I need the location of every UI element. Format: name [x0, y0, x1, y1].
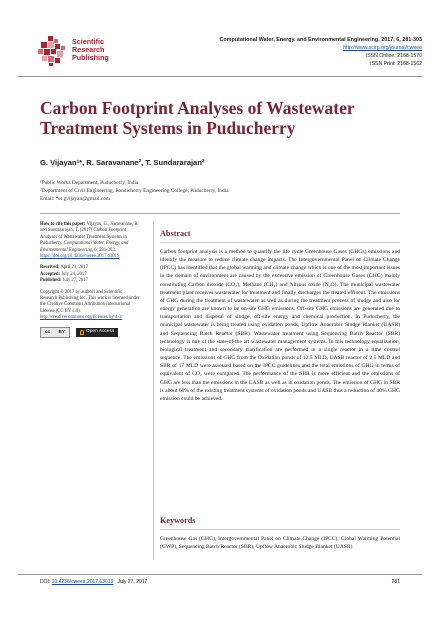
- column-divider: [153, 222, 154, 560]
- affiliation-divider: [40, 213, 400, 214]
- publisher-line: Publishing: [72, 53, 109, 63]
- footer-divider: [18, 574, 422, 575]
- issn-online: ISSN Online: 2168-1570: [365, 53, 422, 59]
- article-sidebar: [40, 222, 140, 338]
- cite-text: Vijayan, G., Saravanane, R. and Sundararajan, T. (2017) Carbon Footprint Analyses of Wastewater Treatment Systems in Puducherry.: [40, 222, 139, 247]
- copyright: [40, 290, 140, 322]
- received-date: April 21, 2017: [60, 265, 88, 271]
- open-access-label: Open Access: [86, 328, 115, 334]
- doi-link[interactable]: 10.4236/cweee.2017.63019: [51, 579, 114, 585]
- author-email: Email: *er.gvijayan@gmail.com: [40, 196, 111, 203]
- doi-label: DOI:: [40, 579, 51, 585]
- publisher-logo-icon: [38, 36, 68, 66]
- abstract-divider: [160, 242, 400, 243]
- keywords-divider: [160, 529, 400, 530]
- paper-title: Carbon Footprint Analyses of Wastewater Treatment Systems in Puducherry: [40, 98, 355, 138]
- open-lock-icon: [80, 330, 84, 335]
- citation: [40, 222, 140, 260]
- license-badges: [40, 327, 140, 338]
- dates: [40, 265, 140, 284]
- publisher-name: [72, 38, 109, 63]
- by-label: BY: [58, 328, 65, 334]
- published-label: Published:: [40, 278, 62, 284]
- publisher-line: Research: [72, 45, 105, 55]
- received-label: Received:: [40, 265, 60, 271]
- issn-print: ISSN Print: 2168-1562: [370, 61, 422, 67]
- cite-volume: , 6, 281-303.: [92, 247, 116, 253]
- cite-label: How to cite this paper:: [40, 222, 86, 227]
- abstract-text: Carbon footprint analysis is a method to quantify the life cycle Greenhouse Gases (GHGs) emissions and identify the measure to reduce climate change impacts. The Intergovernmental Panel on Climate Change (IPCC) has identified that the global warming and climate change which is one of the most important issues in the domain of environment are caused by the excessive emission of Greenhouse Gases (GHG) mainly constituting Carbon dioxide (CO₂), Methane (CH₄) and Nitrous oxide (N₂O). The municipal wastewater treatment plant receives wastewater for treatment and finally discharges the treated effluent. The emissions of GHG during the treatment of wastewater as well as during the treatment process of sludge and also for energy generation are known to be on-site GHG emissions. Off-site GHG emissions are generated due to transportation and disposal of sludge, off-site energy and chemical production. In Puducherry, the municipal wastewater is being treated using oxidation ponds, Upflow Anaerobic Sludge Blanket (UASB) and Sequencing Batch Reactor (SBR). Wastewater treatment using Sequencing Batch Reactor (SBR) technology is one of the state-of-the art wastewater management systems. In this technology equalization, biological treatment and secondary clarification are performed in a single reactor in a time control sequence. The emissions of GHG from the Oxidation ponds of 12.5 MLD, UASB reactor of 2.5 MLD and SBR of 17 MLD were assessed based on the IPCC guidelines and the total emissions of GHG in terms of equivalent of CO₂ were compared. The performance of the SBR is more efficient and the emissions of GHG are less than the emissions in the UASB as well as in oxidation ponds. The emission of GHG in SBR is about 60% of the existing treatment systems of oxidation ponds and UASB thus a reduction of 40% GHG emission could be achieved.: [160, 249, 400, 402]
- footer-date: July 27, 2017: [117, 579, 148, 585]
- affiliations: [40, 179, 400, 204]
- header-divider: [18, 76, 422, 77]
- affiliation-2: ²Department of Civil Engineering, Pondicherry Engineering College, Puducherry, India: [40, 188, 229, 195]
- journal-line: Computational Water, Energy, and Environmental Engineering, 2017, 6, 281-303: [219, 37, 422, 43]
- abstract-heading: Abstract: [160, 229, 191, 238]
- footer-doi: [40, 579, 147, 585]
- cc-by-badge[interactable]: [40, 327, 70, 338]
- accepted-label: Accepted:: [40, 271, 61, 277]
- accepted-date: July 24, 2017: [61, 271, 87, 277]
- publisher-line: Scientific: [72, 37, 104, 46]
- cc-label: cc: [45, 328, 51, 334]
- authors: G. Vijayan¹*, R. Saravanane², T. Sundararajan²: [40, 158, 205, 167]
- keywords-text: Greenhouse Gas (GHG), Intergovernmental Panel on Climate Change (IPCC), Global Warming Potential (GWP), Sequencing Batch Reactor (SBR), Upflow Anaerobic Sludge Blanket (UASB): [160, 536, 400, 551]
- affiliation-1: ¹Public Works Department, Puducherry, India: [40, 180, 139, 186]
- open-access-badge: [76, 328, 118, 337]
- journal-info: [219, 36, 422, 68]
- cite-doi-link[interactable]: https://doi.org/10.4236/cweee.2017.63019: [40, 254, 120, 260]
- page-number: 281: [391, 579, 400, 585]
- keywords-heading: Keywords: [160, 516, 196, 525]
- license-link[interactable]: http://creativecommons.org/licenses/by/4.0/: [40, 315, 123, 321]
- copyright-text: Copyright © 2017 by authors and Scientific Research Publishing Inc. This work is licensed under the Creative Commons Attribution International License (CC BY 4.0).: [40, 289, 140, 314]
- published-date: July 27, 2017: [62, 278, 88, 284]
- cite-journal: Computational Water, Energy, and Environmental Engineering: [40, 241, 129, 253]
- journal-url-link[interactable]: http://www.scirp.org/journal/cweee: [343, 45, 422, 51]
